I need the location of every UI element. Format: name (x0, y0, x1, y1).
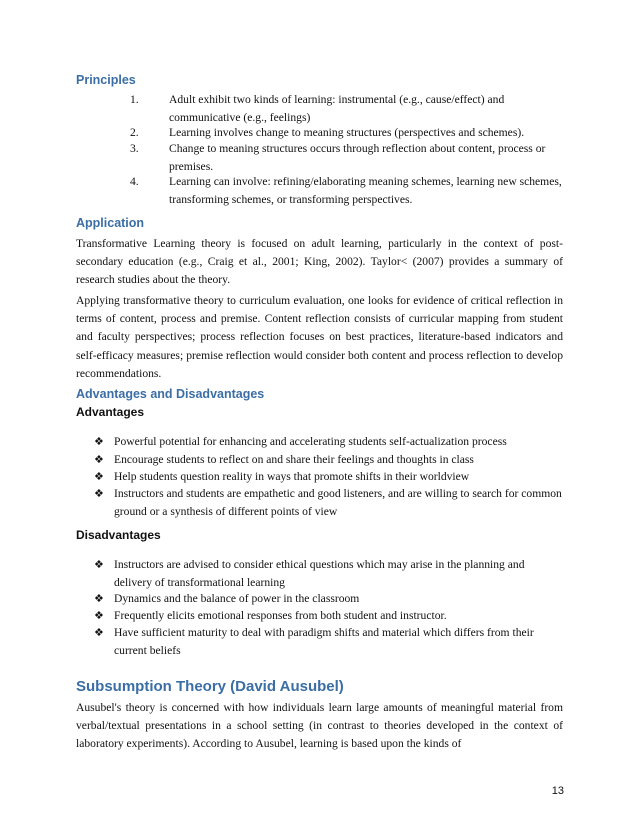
diamond-bullet-icon: ❖ (94, 592, 104, 605)
subsumption-heading: Subsumption Theory (David Ausubel) (76, 678, 344, 695)
diamond-bullet-icon: ❖ (94, 470, 104, 483)
disadvantages-subheading: Disadvantages (76, 528, 161, 542)
advantage-text: Help students question reality in ways that promote shifts in their worldview (114, 470, 470, 483)
advantage-text: Encourage students to reflect on and share their feelings and thoughts in class (114, 453, 474, 466)
list-number: 1. (130, 93, 139, 106)
list-text: Learning can involve: refining/elaborating meaning schemes, learning new schemes, transforming schemes, or transforming perspectives. (169, 175, 562, 207)
advantages-disadvantages-heading: Advantages and Disadvantages (76, 387, 265, 401)
advantage-text: Powerful potential for enhancing and accelerating students self-actualization process (114, 435, 507, 448)
diamond-bullet-icon: ❖ (94, 609, 104, 622)
disadvantage-text: Have sufficient maturity to deal with paradigm shifts and material which differs from their current beliefs (114, 626, 534, 658)
diamond-bullet-icon: ❖ (94, 487, 104, 500)
diamond-bullet-icon: ❖ (94, 558, 104, 571)
principles-heading: Principles (76, 73, 136, 87)
list-text: Adult exhibit two kinds of learning: instrumental (e.g., cause/effect) and communicative (e.g., feelings) (169, 93, 505, 125)
advantages-subheading: Advantages (76, 405, 145, 419)
disadvantage-text: Dynamics and the balance of power in the classroom (114, 592, 360, 605)
page-number: 13 (551, 785, 564, 797)
list-number: 3. (130, 142, 139, 155)
list-number: 4. (130, 175, 139, 188)
diamond-bullet-icon: ❖ (94, 435, 104, 448)
disadvantage-text: Frequently elicits emotional responses from both student and instructor. (114, 609, 447, 622)
list-text: Change to meaning structures occurs through reflection about content, process or premises. (169, 142, 546, 174)
diamond-bullet-icon: ❖ (94, 626, 104, 639)
subsumption-paragraph: Ausubel's theory is concerned with how individuals learn large amounts of meaningful material from verbal/textual presentations in a school setting (in contrast to theories developed in the context of laboratory experiments). According to Ausubel, learning is based upon the kinds of (76, 701, 563, 751)
advantage-text: Instructors and students are empathetic and good listeners, and are willing to search for common ground or a synthesis of different points of view (114, 487, 562, 519)
application-paragraph-2: Applying transformative theory to curriculum evaluation, one looks for evidence of critical reflection in terms of content, process and premise. Content reflection consists of curricular mapping from student and faculty perspectives; process reflection focuses on best practices, literature-based indicators and self-efficacy measures; premise reflection would consider both content and process reflection to develop recommendations. (76, 294, 563, 380)
diamond-bullet-icon: ❖ (94, 453, 104, 466)
application-paragraph-1: Transformative Learning theory is focused on adult learning, particularly in the context of post-secondary education (e.g., Craig et al., 2001; King, 2002). Taylor< (2007) provides a summary of research studies about the theory. (76, 237, 563, 287)
list-text: Learning involves change to meaning structures (perspectives and schemes). (169, 126, 525, 139)
application-heading: Application (76, 216, 145, 230)
list-number: 2. (130, 126, 139, 139)
disadvantage-text: Instructors are advised to consider ethical questions which may arise in the planning and delivery of transformational learning (114, 558, 525, 590)
